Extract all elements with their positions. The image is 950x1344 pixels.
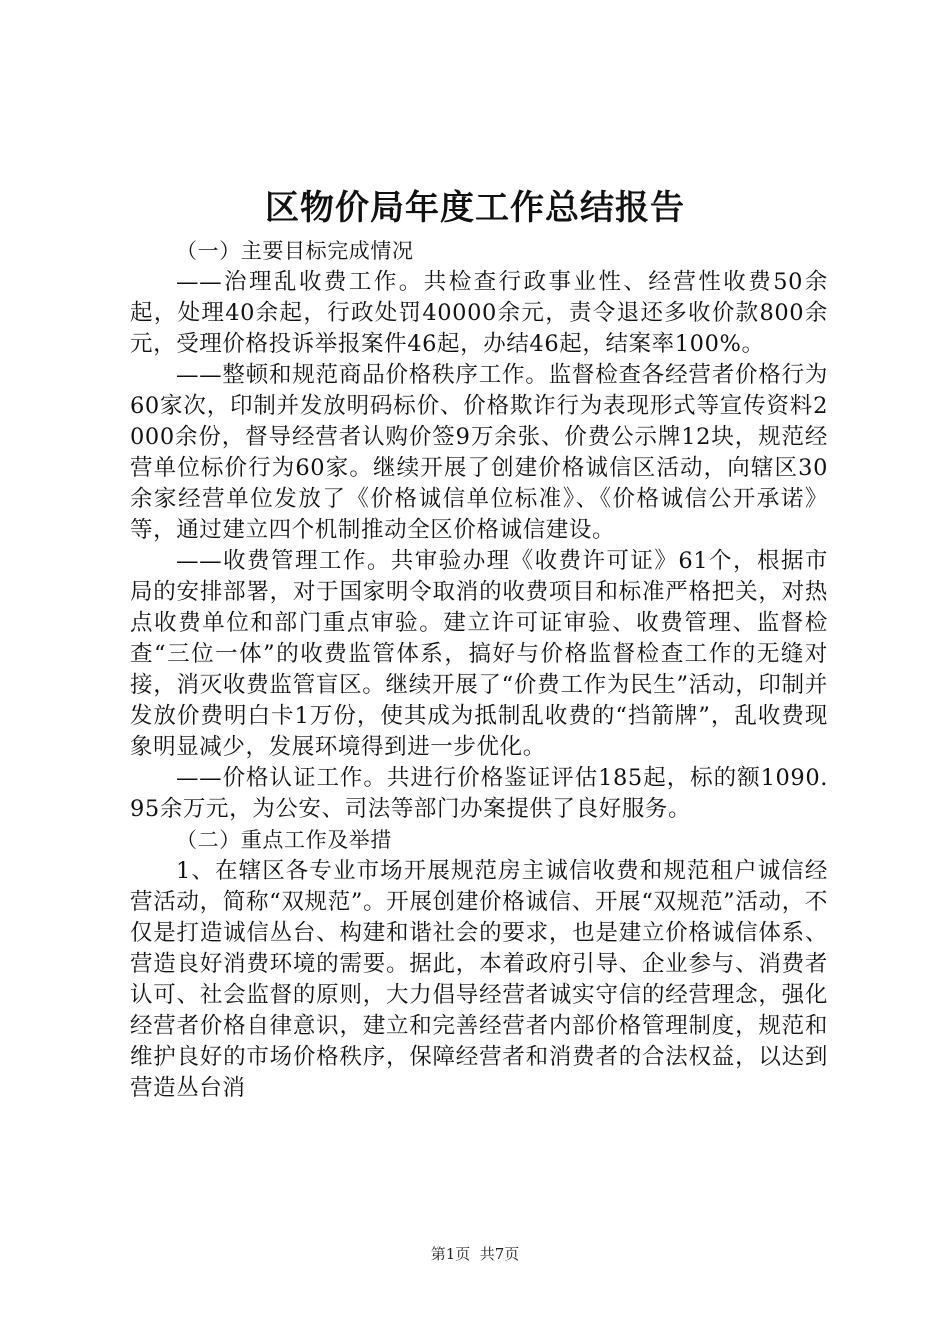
section-heading-1: （一）主要目标完成情况	[176, 239, 414, 263]
paragraph-fee-management: ——收费管理工作。共审验办理《收费许可证》61个，根据市局的安排部署，对于国家明令取消的收费项目和标准严格把关，对热点收费单位和部门重点审验。建立许可证审验、收费管理、监督检查“三位一体”的收费监管体系，搞好与价格监督检查工作的无缝对接，消灭收费监管盲区。继续开展了“价费工作为民生”活动，印制并发放价费明白卡1万份，使其成为抵制乱收费的“挡箭牌”，乱收费现象明显减少，发展环境得到进一步优化。	[130, 548, 828, 760]
paragraph-fee-governance: ——治理乱收费工作。共检查行政事业性、经营性收费50余起，处理40余起，行政处罚40000余元，责令退还多收价款800余元，受理价格投诉举报案件46起，办结46起，结案率100%。	[130, 269, 828, 357]
document-body	[130, 236, 828, 1104]
page-footer: 第1页 共7页	[430, 1245, 520, 1263]
paragraph-price-certification: ——价格认证工作。共进行价格鉴证评估185起，标的额1090.95余万元，为公安、司法等部门办案提供了良好服务。	[130, 765, 828, 822]
section-heading-2: （二）重点工作及举措	[176, 828, 392, 852]
paragraph-price-order: ——整顿和规范商品价格秩序工作。监督检查各经营者价格行为60家次，印制并发放明码标价、价格欺诈行为表现形式等宣传资料2000余份，督导经营者认购价签9万余张、价费公示牌12块，规范经营单位标价行为60家。继续开展了创建价格诚信区活动，向辖区30余家经营单位发放了《价格诚信单位标准》、《价格诚信公开承诺》等，通过建立四个机制推动全区价格诚信建设。	[130, 362, 828, 543]
document-title: 区物价局年度工作总结报告	[265, 188, 685, 228]
paragraph-double-standard: 1、在辖区各专业市场开展规范房主诚信收费和规范租户诚信经营活动，简称“双规范”。开展创建价格诚信、开展“双规范”活动，不仅是打造诚信丛台、构建和谐社会的要求，也是建立价格诚信体系、营造良好消费环境的需要。据此，本着政府引导、企业参与、消费者认可、社会监督的原则，大力倡导经营者诚实守信的经营理念，强化经营者价格自律意识，建立和完善经营者内部价格管理制度，规范和维护良好的市场价格秩序，保障经营者和消费者的合法权益，以达到营造丛台消	[130, 858, 828, 1101]
